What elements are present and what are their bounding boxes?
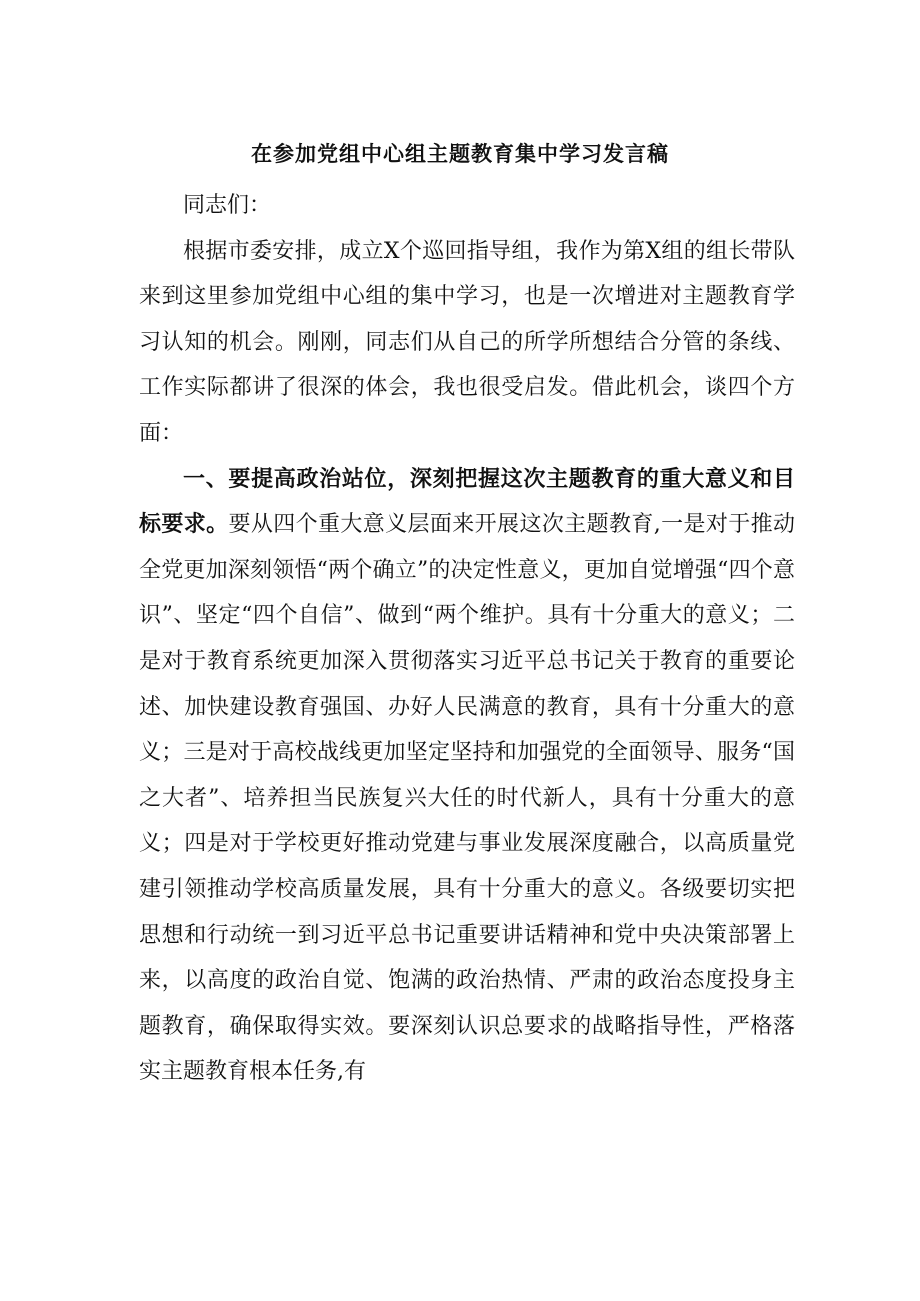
section-1-body: 要从四个重大意义层面来开展这次主题教育,一是对于推动全党更加深刻领悟“两个确立”的决定性意义，更加自觉增强“四个意识”、坚定“四个自信”、做到“两个维护。具有十分重大的意义；二是对于教育系统更加深入贯彻落实习近平总书记关于教育的重要论述、加快建设教育强国、办好人民满意的教育，具有十分重大的意义；三是对于高校战线更加坚定坚持和加强党的全面领导、服务“国之大者”、培养担当民族复兴大任的时代新人，具有十分重大的意义；四是对于学校更好推动党建与事业发展深度融合，以高质量党建引领推动学校高质量发展，具有十分重大的意义。各级要切实把思想和行动统一到习近平总书记重要讲话精神和党中央决策部署上来，以高度的政治自觉、饱满的政治热情、严肃的政治态度投身主题教育，确保取得实效。要深刻认识总要求的战略指导性，严格落实主题教育根本任务,有: [139, 512, 795, 1085]
greeting-paragraph: 同志们：: [183, 193, 272, 218]
section-1-heading: 一、要提高政治站位，深刻把握这次主题教育的重大意义和目标要求。: [139, 465, 795, 538]
section-1-paragraph: [139, 457, 795, 1095]
document-body: [139, 183, 795, 1095]
intro-paragraph: 根据市委安排，成立X个巡回指导组，我作为第X组的组长带队来到这里参加党组中心组的集中学习，也是一次增进对主题教育学习认知的机会。刚刚，同志们从自己的所学所想结合分管的条线、工作实际都讲了很深的体会，我也很受启发。借此机会，谈四个方面：: [139, 238, 795, 446]
document-title: 在参加党组中心组主题教育集中学习发言稿: [251, 141, 669, 166]
